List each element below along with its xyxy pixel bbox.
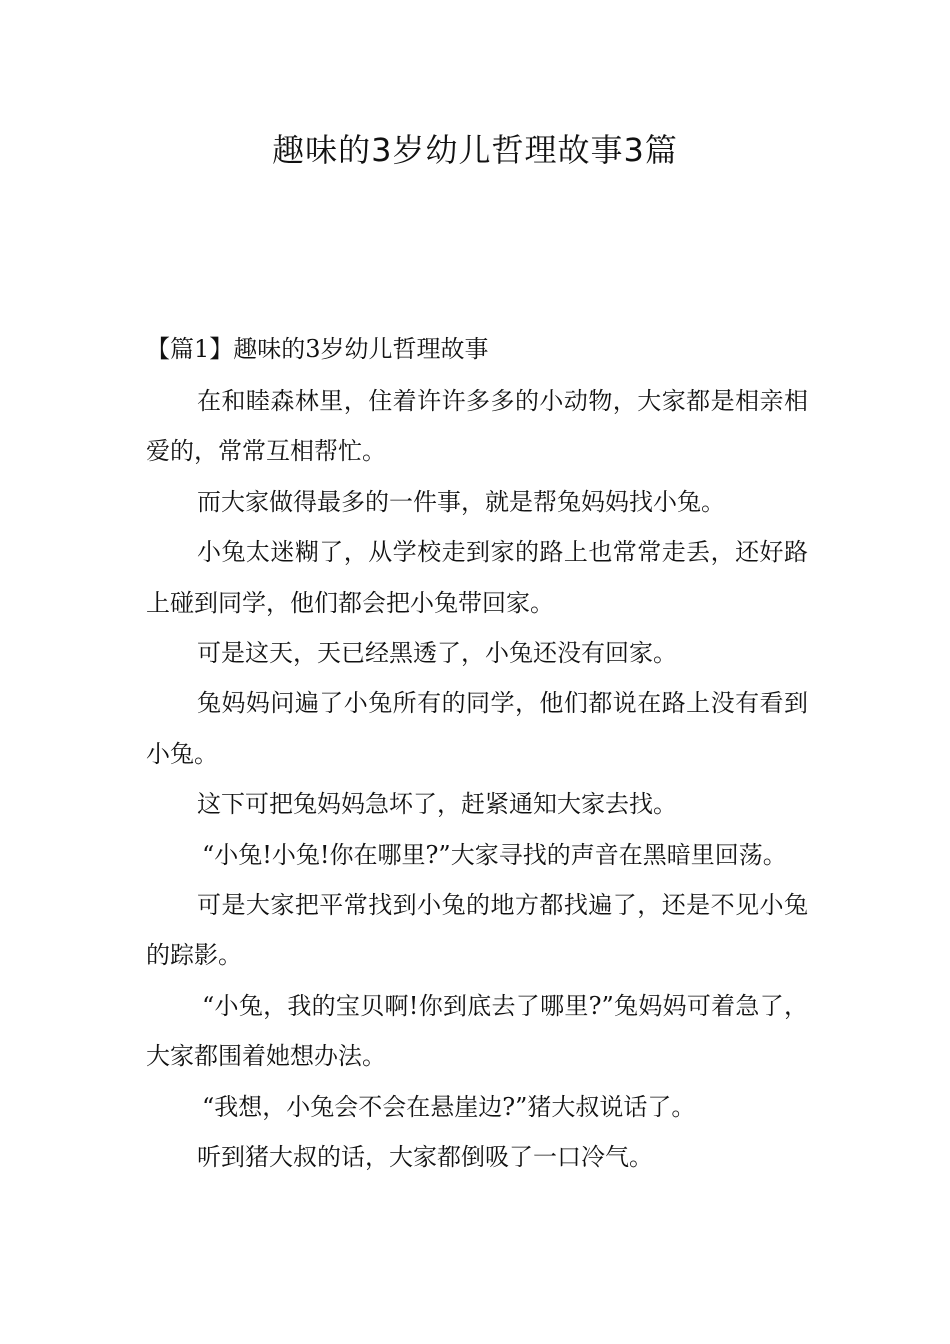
paragraph: 在和睦森林里，住着许许多多的小动物，大家都是相亲相爱的，常常互相帮忙。: [146, 387, 808, 466]
story-body: [146, 376, 808, 1183]
paragraph: 兔妈妈问遍了小兔所有的同学，他们都说在路上没有看到小兔。: [146, 689, 808, 768]
paragraph: 可是大家把平常找到小兔的地方都找遍了，还是不见小兔的踪影。: [146, 891, 808, 970]
paragraph: 可是这天，天已经黑透了，小兔还没有回家。: [197, 639, 677, 668]
paragraph: 这下可把兔妈妈急坏了，赶紧通知大家去找。: [197, 790, 677, 819]
paragraph: “小兔!小兔!你在哪里?”大家寻找的声音在黑暗里回荡。: [202, 840, 787, 869]
paragraph: “我想，小兔会不会在悬崖边?”猪大叔说话了。: [202, 1092, 696, 1121]
paragraph: 小兔太迷糊了，从学校走到家的路上也常常走丢，还好路上碰到同学，他们都会把小兔带回家。: [146, 538, 808, 617]
paragraph: 而大家做得最多的一件事，就是帮兔妈妈找小兔。: [197, 487, 725, 516]
paragraph: “小兔，我的宝贝啊!你到底去了哪里?”兔妈妈可着急了，大家都围着她想办法。: [146, 991, 808, 1071]
section-heading: 【篇1】趣味的3岁幼儿哲理故事: [146, 335, 489, 363]
document-title: 趣味的3岁幼儿哲理故事3篇: [272, 131, 678, 169]
paragraph: 听到猪大叔的话，大家都倒吸了一口冷气。: [197, 1143, 653, 1172]
